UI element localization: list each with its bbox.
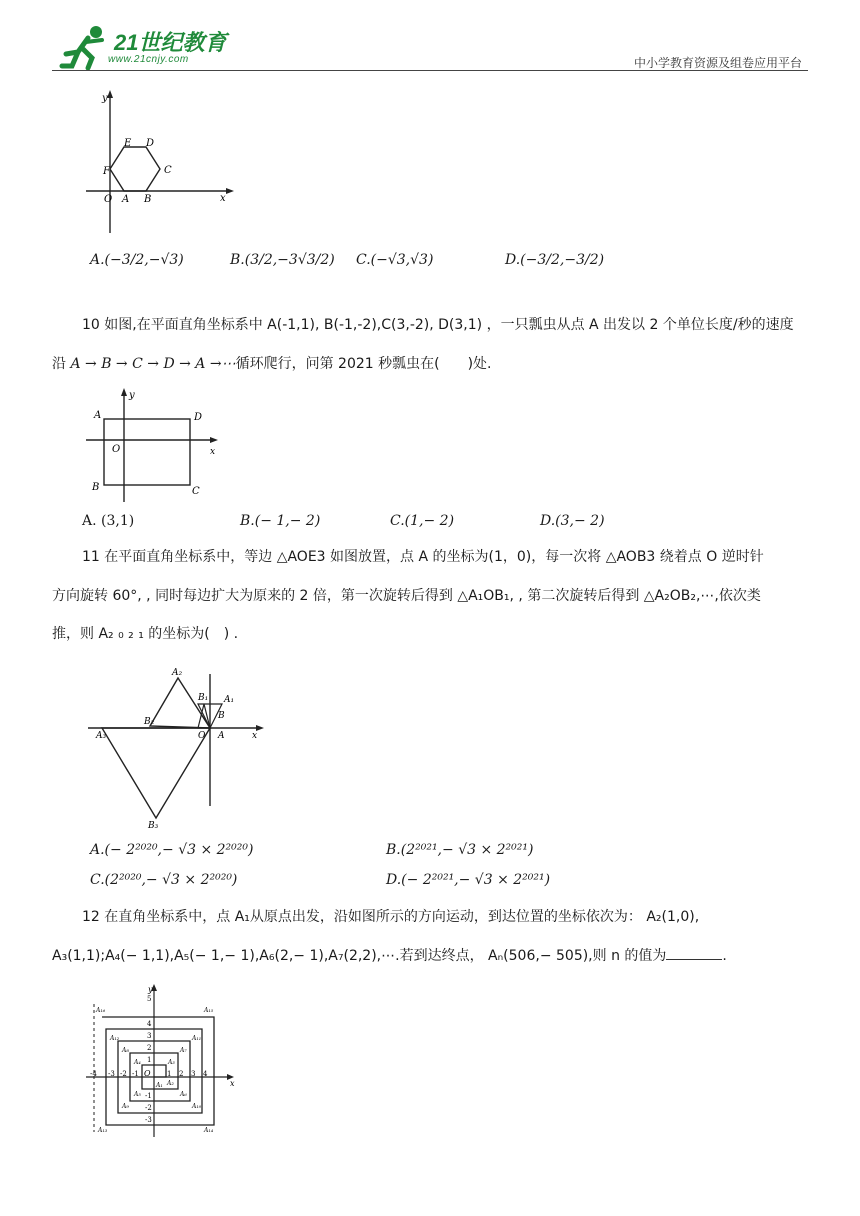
logo-url: www.21cnjy.com	[108, 54, 189, 65]
q11-choice-c[interactable]: C.(2²⁰²⁰,− √3 × 2²⁰²⁰)	[90, 872, 238, 888]
q9-label-d: D	[146, 138, 155, 149]
q11-label-o: O	[198, 731, 206, 741]
q9-choice-b[interactable]: B.(3/2,−3√3/2)	[230, 252, 335, 268]
q12-point-a7: A₇	[180, 1047, 187, 1054]
q12-point-a13: A₁₃	[98, 1127, 108, 1134]
q10-choice-b[interactable]: B.(− 1,− 2)	[240, 513, 321, 529]
q12-tick-y-neg1: -1	[145, 1092, 152, 1100]
q9-choice-c[interactable]: C.(−√3,√3)	[356, 252, 434, 268]
site-logo[interactable]	[58, 22, 258, 72]
q12-point-a10: A₁₀	[192, 1103, 202, 1110]
q12-tick-y-2: 2	[147, 1044, 152, 1052]
q12-point-a8: A₈	[122, 1047, 129, 1054]
q12-tick-x-3: 3	[191, 1070, 196, 1078]
q11-choice-b[interactable]: B.(2²⁰²¹,− √3 × 2²⁰²¹)	[386, 842, 534, 858]
q11-label-b2: B₂	[144, 717, 155, 727]
q11-text-line1: 11 在平面直角坐标系中，等边 △AOE3 如图放置，点 A 的坐标为(1，0)，每一次将 △AOB3 绕着点 O 逆时针	[82, 549, 764, 565]
q9-label-b: B	[144, 194, 152, 205]
q10-label-y: y	[129, 390, 135, 401]
q12-point-a12: A₁₂	[110, 1035, 120, 1042]
q10-text-line2	[52, 353, 492, 373]
q10-x-arrow-icon	[210, 437, 218, 443]
q12-tick-x-neg4: -4	[90, 1070, 97, 1078]
q12-point-a1: A₁	[156, 1082, 163, 1089]
q9-label-o: O	[104, 194, 113, 205]
q10-label-x: x	[210, 447, 216, 457]
q12-tick-x-neg3: -3	[108, 1070, 115, 1078]
q12-point-a4: A₄	[134, 1059, 141, 1066]
q11-label-a2: A₂	[172, 668, 183, 678]
q10-label-d: D	[194, 412, 203, 423]
q11-label-a1: A₁	[224, 695, 235, 705]
q12-tick-x-1: 1	[167, 1070, 172, 1078]
q12-tick-y-neg2: -2	[145, 1104, 152, 1112]
q12-point-a16: A₁₆	[96, 1007, 106, 1014]
header-divider	[52, 70, 808, 71]
q10-suffix: 循环爬行，问第 2021 秒瓢虫在( )处.	[235, 356, 492, 372]
q9-label-x: x	[220, 193, 226, 204]
q12-label-o: O	[144, 1069, 151, 1078]
q12-point-a11: A₁₁	[192, 1035, 202, 1042]
q9-label-f: F	[103, 166, 110, 177]
q10-label-a: A	[94, 410, 102, 421]
q9-y-arrow-icon	[107, 90, 113, 98]
q12-point-a2: A₂	[167, 1080, 174, 1087]
q10-choice-d[interactable]: D.(3,− 2)	[540, 513, 605, 529]
q12-point-a6: A₆	[180, 1091, 187, 1098]
q11-choice-d[interactable]: D.(− 2²⁰²¹,− √3 × 2²⁰²¹)	[386, 872, 551, 888]
header-tagline: 中小学教育资源及组卷应用平台	[633, 56, 802, 70]
q12-text-line2	[52, 945, 727, 965]
q10-y-arrow-icon	[121, 388, 127, 396]
q11-label-b1: B₁	[198, 693, 209, 703]
q12-tick-y-3: 3	[147, 1032, 152, 1040]
answer-blank[interactable]	[666, 947, 722, 960]
q9-label-a: A	[122, 194, 130, 205]
q11-label-b3: B₃	[148, 821, 159, 831]
q10-label-b: B	[92, 482, 100, 493]
q12-label-x: x	[230, 1079, 235, 1088]
q10-path: A → B → C → D → A →⋯	[70, 356, 236, 372]
q12-point-a3: A₃	[168, 1059, 175, 1066]
q12-tick-x-2: 2	[179, 1070, 184, 1078]
q12-point-a9: A₉	[122, 1103, 129, 1110]
q11-triangle-a2ob2	[150, 678, 210, 728]
q11-text-line2: 方向旋转 60°, , 同时每边扩大为原来的 2 倍，第一次旋转后得到 △A₁OB₁, , 第二次旋转后得到 △A₂OB₂,⋯,依次类	[52, 588, 761, 604]
q9-label-e: E	[124, 138, 132, 149]
q11-triangles-figure	[84, 660, 274, 835]
q11-triangle-a3ob3	[102, 728, 210, 818]
q12-text-line1: 12 在直角坐标系中，点 A₁从原点出发，沿如图所示的方向运动，到达位置的坐标依次为： A₂(1,0),	[82, 909, 700, 925]
q12-tick-x-neg2: -2	[120, 1070, 127, 1078]
q12-tick-y-neg3: -3	[145, 1116, 152, 1124]
q10-choice-a[interactable]: A. (3,1)	[82, 513, 135, 529]
q12-spiral-figure	[84, 982, 244, 1142]
q9-hexagon	[110, 147, 160, 191]
q9-choice-a[interactable]: A.(−3/2,−√3)	[90, 252, 184, 268]
q10-prefix: 沿	[52, 356, 71, 372]
q9-label-y: y	[102, 93, 108, 104]
q12-point-a15: A₁₅	[204, 1007, 214, 1014]
q9-choice-d[interactable]: D.(−3/2,−3/2)	[505, 252, 605, 268]
q11-label-x: x	[252, 731, 258, 741]
q12-tick-x-4: 4	[203, 1070, 208, 1078]
q11-text-line3: 推，则 A₂ ₀ ₂ ₁ 的坐标为( ) .	[52, 626, 239, 642]
q12-tick-x-neg1: -1	[132, 1070, 139, 1078]
q12-line2-text: A₃(1,1);A₄(− 1,1),A₅(− 1,− 1),A₆(2,− 1),A₇(2,2),⋯.若到达终点， Aₙ(506,− 505),则 n 的值为	[52, 948, 667, 964]
q11-label-a3: A₃	[96, 731, 107, 741]
q12-line2-end: .	[722, 948, 727, 964]
q12-tick-y-1: 1	[147, 1056, 152, 1064]
q10-label-o: O	[112, 444, 121, 455]
q12-label-y: y	[148, 985, 153, 994]
q12-tick-y-5: 5	[147, 995, 152, 1003]
q11-x-arrow-icon	[256, 725, 264, 731]
q10-rectangle-figure	[82, 384, 232, 506]
q10-label-c: C	[192, 486, 200, 497]
q9-x-arrow-icon	[226, 188, 234, 194]
q10-text-line1: 10 如图,在平面直角坐标系中 A(-1,1), B(-1,-2),C(3,-2), D(3,1) ，一只瓢虫从点 A 出发以 2 个单位长度/秒的速度	[82, 317, 794, 333]
q9-label-c: C	[164, 165, 172, 176]
q12-tick-y-4: 4	[147, 1020, 152, 1028]
q11-label-b: B	[218, 711, 225, 721]
q12-point-a5: A₅	[134, 1091, 141, 1098]
q12-point-a14: A₁₄	[204, 1127, 214, 1134]
q11-label-a: A	[218, 731, 225, 741]
logo-text: 21世纪教育	[114, 30, 227, 55]
q10-choice-c[interactable]: C.(1,− 2)	[390, 513, 455, 529]
q9-hexagon-figure	[80, 88, 240, 238]
q11-choice-a[interactable]: A.(− 2²⁰²⁰,− √3 × 2²⁰²⁰)	[90, 842, 254, 858]
